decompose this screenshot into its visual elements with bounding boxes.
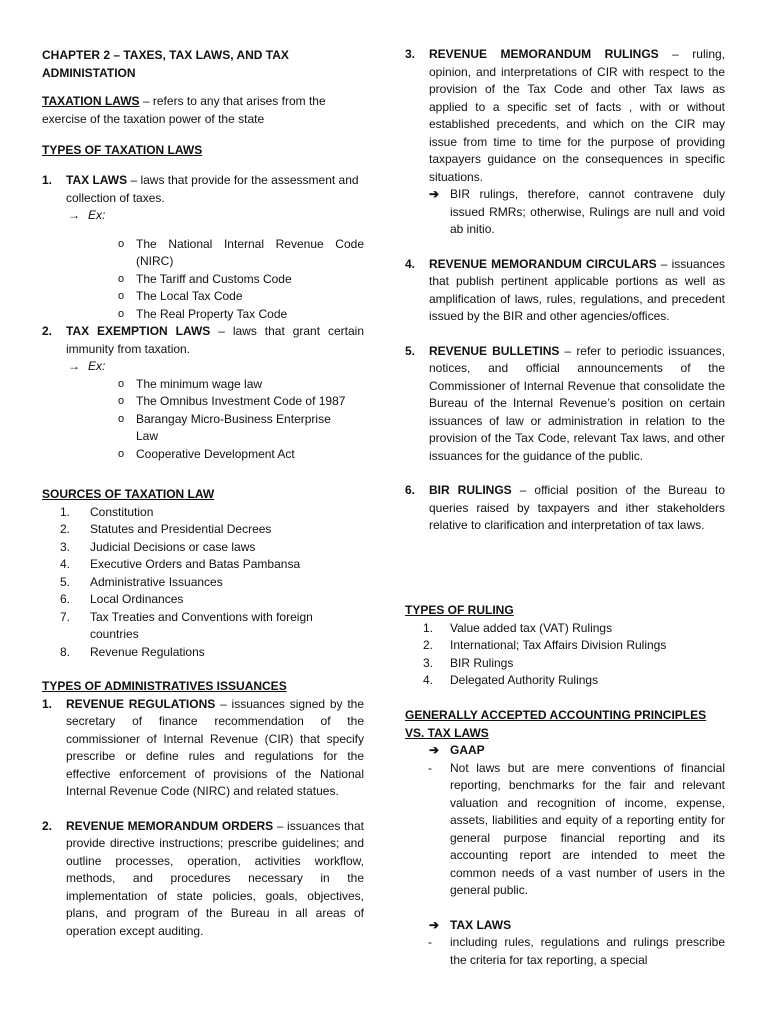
arrow-icon: → xyxy=(68,208,80,222)
list-item: o Barangay Micro-Business Enterprise Law xyxy=(118,411,331,443)
list-item: o The Omnibus Investment Code of 1987 xyxy=(118,394,346,408)
list-item: o The Local Tax Code xyxy=(118,289,243,303)
list-item: ➔ BIR rulings, therefore, cannot contravene duly issued RMRs; otherwise, Rulings are null and void ab initio. xyxy=(429,187,725,236)
list-item: 6. Local Ordinances xyxy=(60,592,184,606)
list-item: 1. REVENUE REGULATIONS – issuances signed by the secretary of finance recommendation of the commissioner of Internal Revenue (CIR) that specify prescribe or define rules and regulations for the effective enforcement of provisions of the National Internal Revenue Code (NIRC) and related statues. xyxy=(42,696,365,798)
list-item: o The Tariff and Customs Code xyxy=(118,271,292,286)
list-item: 7. Tax Treaties and Conventions with foreign countries xyxy=(60,609,313,641)
list-item: 1. Value added tax (VAT) Rulings xyxy=(423,620,613,635)
admin-section: TYPES OF ADMINISTRATIVES ISSUANCES 1. REVENUE REGULATIONS – issuances signed by the secretary of finance recommendation of the commissioner of Internal Revenue (CIR) that specify prescribe or define rules and regulations for the effective enforcement of provisions of the National Internal Revenue Code (NIRC) and related statues. 2. REVENUE MEMORANDUM ORDERS – issuances that provide directive instructions; prescribe guidelines; and outline processes, operation, activities workflow, methods, and procedures necessary in the implementation of state policies, goals, objectives, plans, and program of the Bureau in all areas of operation except auditing. xyxy=(42,678,364,940)
list-item: 1. Constitution xyxy=(60,504,154,519)
list-item: 2. REVENUE MEMORANDUM ORDERS – issuances that provide directive instructions; prescribe guidelines; and outline processes, operation, activities workflow, methods, and procedures necessary in the implementation of state policies, goals, objectives, plans, and program of the Bureau in all areas of operation except auditing. xyxy=(42,818,364,938)
list-item: 4. Executive Orders and Batas Pambansa xyxy=(60,557,301,571)
taxation-laws-definition: TAXATION LAWS – refers to any that arises from the exercise of the taxation power of the state xyxy=(42,94,326,126)
bold-arrow-icon: ➔ xyxy=(429,743,440,757)
arrow-icon: → xyxy=(68,359,80,373)
list-item: o The Real Property Tax Code xyxy=(118,306,288,321)
list-item: 4. Delegated Authority Rulings xyxy=(423,673,599,687)
list-item: 2. International; Tax Affairs Division Rulings xyxy=(423,638,667,652)
list-item: o The minimum wage law xyxy=(118,376,263,391)
admin-section-continued xyxy=(405,46,725,535)
list-item: 3. REVENUE MEMORANDUM RULINGS – ruling, opinion, and interpretations of CIR with respect to the provision of the Tax Code and other Tax laws as applied to a specific set of facts , with or without established precedents, and which on the CIR may issue from time to time for the purpose of providing taxpayers guidance on the consequences in specific situations. xyxy=(405,47,725,184)
list-item: - Not laws but are mere conventions of financial reporting, benchmarks for the fair and relevant valuation and recognition of income, expense, assets, liabilities and equity of a reporting entity for general purpose financial reporting and its accounting report are intended to meet the common needs of a vast number of users in the general public. xyxy=(428,760,725,897)
list-item: 3. BIR Rulings xyxy=(423,655,514,670)
list-item: o Cooperative Development Act xyxy=(118,446,295,461)
gaap-section: GENERALLY ACCEPTED ACCOUNTING PRINCIPLES VS. TAX LAWS ➔ GAAP - Not laws but are mere conventions of financial reporting, benchmarks for the fair and relevant valuation and recognition of income, expense, assets, liabilities and equity of a reporting entity for general purpose financial reporting and its accounting report are intended to meet the common needs of a vast number of users in the general public. ➔ TAX LAWS - including rules, regulations and rulings prescribe the criteria for tax reporting, a special xyxy=(405,707,725,969)
types-heading: TYPES OF TAXATION LAWS xyxy=(42,143,203,157)
list-item: 2. Statutes and Presidential Decrees xyxy=(60,522,272,536)
bold-arrow-icon: ➔ xyxy=(429,187,440,201)
bold-arrow-icon: ➔ xyxy=(429,917,440,932)
list-item: 6. BIR RULINGS – official position of the Bureau to queries raised by taxpayers and ither stakeholders relative to clarification and interpretation of tax laws. xyxy=(405,483,726,532)
list-item: 3. Judicial Decisions or case laws xyxy=(60,539,256,554)
list-item: 8. Revenue Regulations xyxy=(60,644,205,659)
list-item: - including rules, regulations and rulings prescribe the criteria for tax reporting, a special xyxy=(428,935,725,967)
list-item: 5. REVENUE BULLETINS – refer to periodic issuances, notices, and official announcements of the Commissioner of Internal Revenue that consolidate the Bureau of the Internal Revenue’s position on certain issuances of law or administration in relation to the provision of the Tax Code, relevant Tax laws, and other issuances for the guidance of the public. xyxy=(405,343,725,463)
types-item-1: 1. TAX LAWS – laws that provide for the assessment and collection of taxes. → Ex: o The National Internal Revenue Code (NIRC) o The Tariff and Customs Code o The Local Tax Code o The Real Property Tax Code 2. TAX EXEMPTION LAWS – laws that grant certain immunity from taxation. → Ex: o The minimum wage law o The Omnibus Investment Code of 1987 o Barangay Micro-Business Enterprise Law o Cooperative Development Act xyxy=(42,172,364,463)
list-item: 4. REVENUE MEMORANDUM CIRCULARS – issuances that publish pertinent applicable portions as well as amplification of laws, rules, regulations, and precedent issued by the BIR and other agencies/offices. xyxy=(405,256,725,323)
chapter-title: CHAPTER 2 – TAXES, TAX LAWS, AND TAX ADMINISTATION xyxy=(42,48,289,80)
ruling-section: TYPES OF RULING 1. Value added tax (VAT) Rulings 2. International; Tax Affairs Division Rulings 3. BIR Rulings 4. Delegated Authority Rulings xyxy=(405,602,725,690)
list-item: o The National Internal Revenue Code (NIRC) xyxy=(118,236,364,268)
sources-section: SOURCES OF TAXATION LAW 1. Constitution 2. Statutes and Presidential Decrees 3. Judicial Decisions or case laws 4. Executive Orders and Batas Pambansa 5. Administrative Issuances 6. Local Ordinances 7. Tax Treaties and Conventions with foreign countries 8. Revenue Regulations xyxy=(42,486,364,661)
list-item: 5. Administrative Issuances xyxy=(60,574,223,589)
